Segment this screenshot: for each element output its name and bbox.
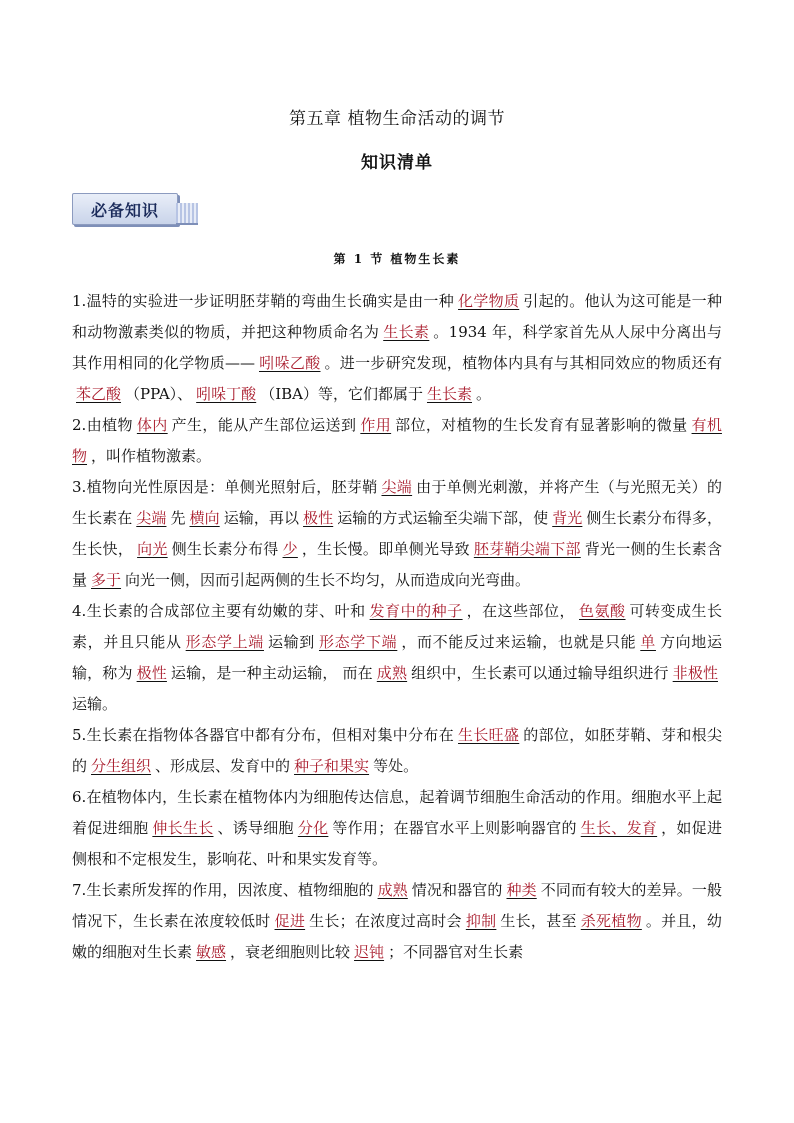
answer-blank: 发育中的种子 — [369, 602, 463, 620]
text-run: 5.生长素在指物体各器官中都有分布，但相对集中分布在 — [72, 726, 455, 744]
text-run: 侧生长素分布得 — [171, 540, 279, 558]
text-run: 运输，再以 — [223, 509, 300, 527]
text-run: ，而不能反过来运输，也就是只能 — [401, 633, 637, 651]
document-body — [72, 286, 722, 968]
answer-blank: 生长素 — [383, 323, 430, 341]
text-run: 。 — [476, 385, 492, 403]
answer-blank: 成熟 — [377, 881, 408, 899]
answer-blank: 有机物 — [72, 416, 722, 465]
text-run: 3.植物向光性原因是：单侧光照射后，胚芽鞘 — [72, 478, 378, 496]
text-run: 、诱导细胞 — [217, 819, 294, 837]
text-run: （PPA）、 — [125, 385, 193, 403]
answer-blank: 促进 — [274, 912, 306, 930]
text-run: 。1934 年，科学家首先从人尿中分离出与其作用相同的化学物质—— — [72, 323, 722, 372]
answer-blank: 多于 — [91, 571, 122, 589]
answer-blank: 吲哚乙酸 — [259, 354, 321, 372]
text-run: 侧生长素分布得多，生长快， — [72, 509, 722, 558]
answer-blank: 杀死植物 — [580, 912, 642, 930]
text-run: 先 — [170, 509, 186, 527]
answer-blank: 种子和果实 — [294, 757, 370, 775]
text-run: ，在这些部位， — [466, 602, 576, 620]
text-run: 运输到 — [267, 633, 315, 651]
answer-blank: 体内 — [136, 416, 168, 434]
text-run: 可转变成生长素，并且只能从 — [72, 602, 722, 651]
answer-blank: 色氨酸 — [579, 602, 626, 620]
paragraph — [72, 782, 722, 875]
text-run: （IBA）等，它们都属于 — [260, 385, 423, 403]
text-run: 组织中，生长素可以通过输导组织进行 — [411, 664, 669, 682]
answer-blank: 种类 — [506, 881, 537, 899]
text-run: ，衰老细胞则比较 — [230, 943, 351, 961]
text-run: 方向地运输，称为 — [72, 633, 722, 682]
answer-blank: 非极性 — [672, 664, 718, 682]
text-run: 等处。 — [373, 757, 419, 775]
answer-blank: 生长旺盛 — [458, 726, 520, 744]
text-run: 7.生长素所发挥的作用，因浓度、植物细胞的 — [72, 881, 374, 899]
paragraph — [72, 472, 722, 596]
paragraph — [72, 875, 722, 968]
text-run: 、形成层、发育中的 — [155, 757, 291, 775]
answer-blank: 少 — [282, 540, 298, 558]
text-run: 运输。 — [72, 695, 118, 713]
text-run: ，生长慢。即单侧光导致 — [301, 540, 470, 558]
answer-blank: 形态学上端 — [185, 633, 264, 651]
text-run: 背光一侧的生长素含量 — [72, 540, 722, 589]
text-run: 向光一侧，因而引起两侧的生长不均匀，从而造成向光弯曲。 — [125, 571, 531, 589]
text-run: 不同而有较大的差异。一般情况下，生长素在浓度较低时 — [72, 881, 722, 930]
answer-blank: 尖端 — [381, 478, 413, 496]
answer-blank: 迟钝 — [354, 943, 385, 961]
text-run: 6.在植物体内，生长素在植物体内为细胞传达信息，起着调节细胞生命活动的作用。细胞水平上起着促进细胞 — [72, 788, 722, 837]
paragraph — [72, 596, 722, 720]
answer-blank: 单 — [640, 633, 656, 651]
text-run: ，叫作植物激素。 — [91, 447, 212, 465]
text-run: 生长；在浓度过高时会 — [309, 912, 462, 930]
text-run: 2.由植物 — [72, 416, 133, 434]
sub-title: 知识清单 — [361, 153, 433, 173]
text-run: 引起的。他认为这可能是一种和动物激素类似的物质，并把这种物质命名为 — [72, 292, 722, 341]
answer-blank: 分生组织 — [91, 757, 152, 775]
banner-tag — [72, 193, 178, 225]
text-run: 1.温特的实验进一步证明胚芽鞘的弯曲生长确实是由一种 — [72, 292, 455, 310]
answer-blank: 化学物质 — [458, 292, 520, 310]
text-run: 。并且，幼嫩的细胞对生长素 — [72, 912, 722, 961]
answer-blank: 分化 — [297, 819, 329, 837]
section-banner — [72, 193, 200, 227]
text-run: 运输，是一种主动运输， 而在 — [170, 664, 373, 682]
text-run: 4.生长素的合成部位主要有幼嫩的芽、叶和 — [72, 602, 366, 620]
answer-blank: 成熟 — [376, 664, 408, 682]
answer-blank: 胚芽鞘尖端下部 — [473, 540, 581, 558]
text-run: 由于单侧光刺激，并将产生（与光照无关）的生长素在 — [72, 478, 722, 527]
answer-blank: 向光 — [137, 540, 168, 558]
text-run: ，如促进侧根和不定根发生，影响花、叶和果实发育等。 — [72, 819, 722, 868]
answer-blank: 吲哚丁酸 — [196, 385, 257, 403]
paragraph — [72, 410, 722, 472]
text-run: 生长，甚至 — [500, 912, 577, 930]
paragraph — [72, 286, 722, 410]
text-run: 部位，对植物的生长发育有显著影响的微量 — [395, 416, 688, 434]
text-run: ；不同器官对生长素 — [388, 943, 524, 961]
banner-tail-decoration — [176, 203, 198, 225]
section-title: 第 1 节 植物生长素 — [333, 252, 461, 266]
text-run: 运输的方式运输至尖端下部，使 — [337, 509, 549, 527]
answer-blank: 横向 — [189, 509, 220, 527]
text-run: 等作用；在器官水平上则影响器官的 — [332, 819, 577, 837]
answer-blank: 背光 — [552, 509, 583, 527]
answer-blank: 尖端 — [136, 509, 167, 527]
text-run: 情况和器官的 — [411, 881, 503, 899]
answer-blank: 极性 — [303, 509, 334, 527]
answer-blank: 生长素 — [426, 385, 472, 403]
answer-blank: 抑制 — [465, 912, 497, 930]
text-run: 的部位，如胚芽鞘、芽和根尖的 — [72, 726, 722, 775]
banner-label: 必备知识 — [90, 201, 159, 220]
answer-blank: 伸长生长 — [152, 819, 214, 837]
answer-blank: 极性 — [136, 664, 167, 682]
answer-blank: 生长、发育 — [580, 819, 658, 837]
answer-blank: 苯乙酸 — [76, 385, 122, 403]
text-run: 产生，能从产生部位运送到 — [171, 416, 357, 434]
answer-blank: 形态学下端 — [318, 633, 398, 651]
text-run: 。进一步研究发现，植物体内具有与其相同效应的物质还有 — [324, 354, 722, 372]
chapter-title: 第五章 植物生命活动的调节 — [289, 109, 505, 129]
answer-blank: 作用 — [360, 416, 392, 434]
paragraph — [72, 720, 722, 782]
answer-blank: 敏感 — [196, 943, 227, 961]
